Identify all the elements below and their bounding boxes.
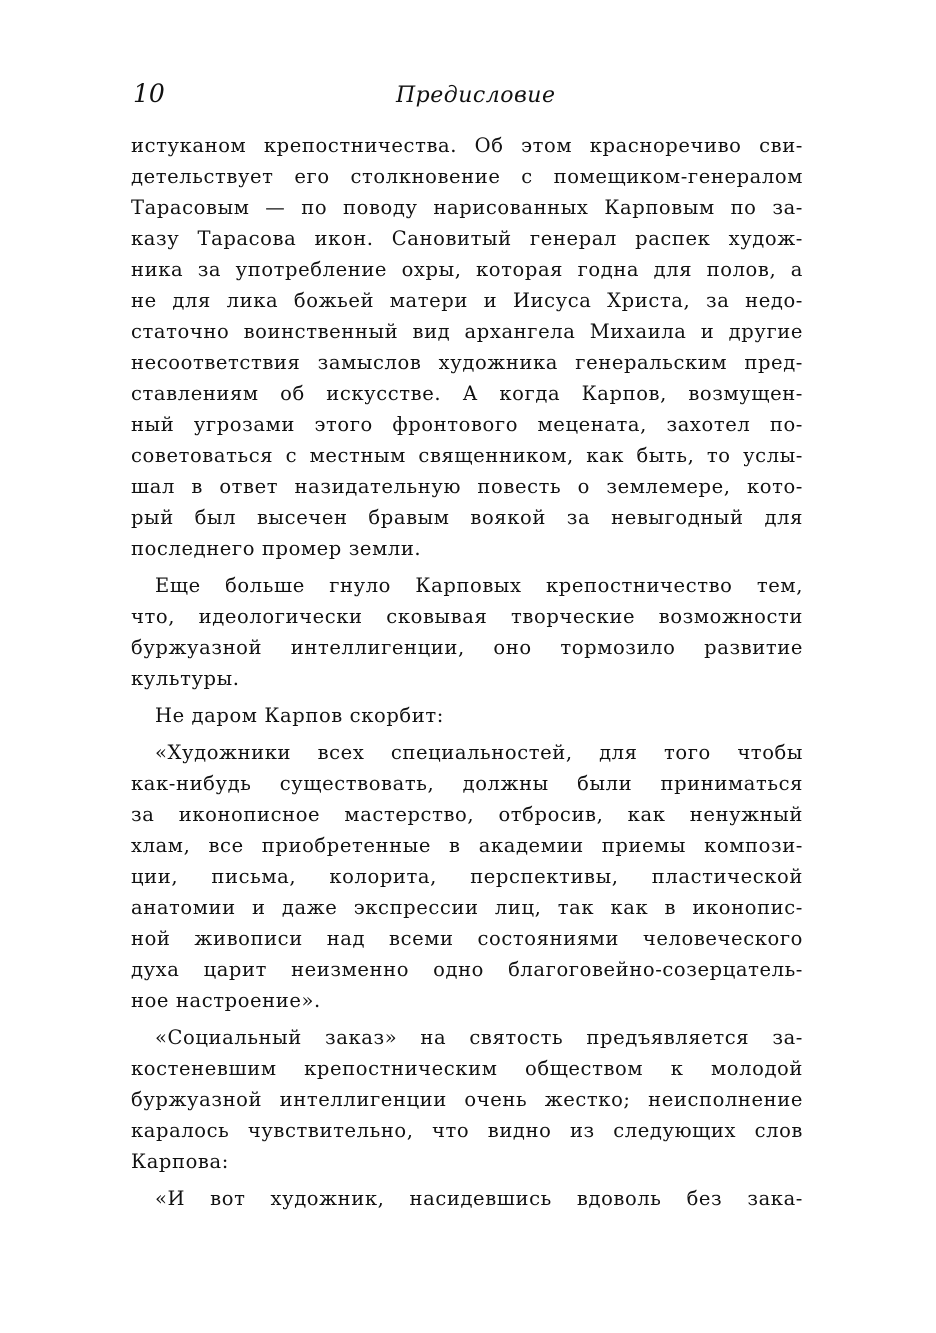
text-line: ной живописи над всеми состояниями человеческого xyxy=(131,927,803,950)
text-line: советоваться с местным священником, как быть, то услы- xyxy=(131,444,803,467)
paragraph xyxy=(131,1022,803,1177)
text-line: «Художники всех специальностей, для того чтобы xyxy=(155,741,803,764)
text-line: детельствует его столкновение с помещиком-генералом xyxy=(131,165,803,188)
text-line: за иконописное мастерство, отбросив, как ненужный xyxy=(131,803,803,826)
paragraph xyxy=(131,700,803,731)
text-line: статочно воинственный вид архангела Михаила и другие xyxy=(131,320,803,343)
text-line: Не даром Карпов скорбит: xyxy=(155,704,444,727)
text-line: Тарасовым — по поводу нарисованных Карповым по за- xyxy=(131,196,803,219)
text-line: последнего промер земли. xyxy=(131,537,422,560)
text-line: «И вот художник, насидевшись вдоволь без зака- xyxy=(155,1187,803,1210)
text-line: что, идеологически сковывая творческие возможности xyxy=(131,605,803,628)
text-line: не для лика божьей матери и Иисуса Христа, за недо- xyxy=(131,289,803,312)
text-line: ции, письма, колорита, перспективы, пластической xyxy=(131,865,803,888)
text-line: буржуазной интеллигенции очень жестко; неисполнение xyxy=(131,1088,803,1111)
text-line: «Социальный заказ» на святость предъявляется за- xyxy=(155,1026,803,1049)
text-line: как-нибудь существовать, должны были приниматься xyxy=(131,772,803,795)
text-line: духа царит неизменно одно благоговейно-созерцатель- xyxy=(131,958,803,981)
quotation-paragraph xyxy=(131,1183,803,1214)
text-line: буржуазной интеллигенции, оно тормозило развитие xyxy=(131,636,803,659)
paragraph xyxy=(131,570,803,694)
text-line: ное настроение». xyxy=(131,989,321,1012)
text-line: ный угрозами этого фронтового мецената, захотел по- xyxy=(131,413,803,436)
text-line: каралось чувствительно, что видно из следующих слов xyxy=(131,1119,803,1142)
text-line: Еще больше гнуло Карповых крепостничество тем, xyxy=(155,574,803,597)
text-line: истуканом крепостничества. Об этом красноречиво сви- xyxy=(131,134,803,157)
text-line: культуры. xyxy=(131,667,240,690)
text-line: анатомии и даже экспрессии лиц, так как в иконопис- xyxy=(131,896,803,919)
text-line: костеневшим крепостническим обществом к молодой xyxy=(131,1057,803,1080)
quotation-paragraph xyxy=(131,737,803,1016)
text-line: шал в ответ назидательную повесть о землемере, кото- xyxy=(131,475,803,498)
running-title: Предисловие xyxy=(396,83,556,108)
text-line: казу Тарасова икон. Сановитый генерал распек худож- xyxy=(131,227,803,250)
text-line: рый был высечен бравым воякой за невыгодный для xyxy=(131,506,803,529)
page-number: 10 xyxy=(133,79,165,108)
body-text xyxy=(131,130,803,1214)
text-line: ставлениям об искусстве. А когда Карпов, возмущен- xyxy=(131,382,803,405)
text-line: ника за употребление охры, которая годна для полов, а xyxy=(131,258,803,281)
text-line: Карпова: xyxy=(131,1150,229,1173)
text-line: хлам, все приобретенные в академии приемы компози- xyxy=(131,834,803,857)
paragraph xyxy=(131,130,803,564)
text-line: несоответствия замыслов художника генеральским пред- xyxy=(131,351,803,374)
